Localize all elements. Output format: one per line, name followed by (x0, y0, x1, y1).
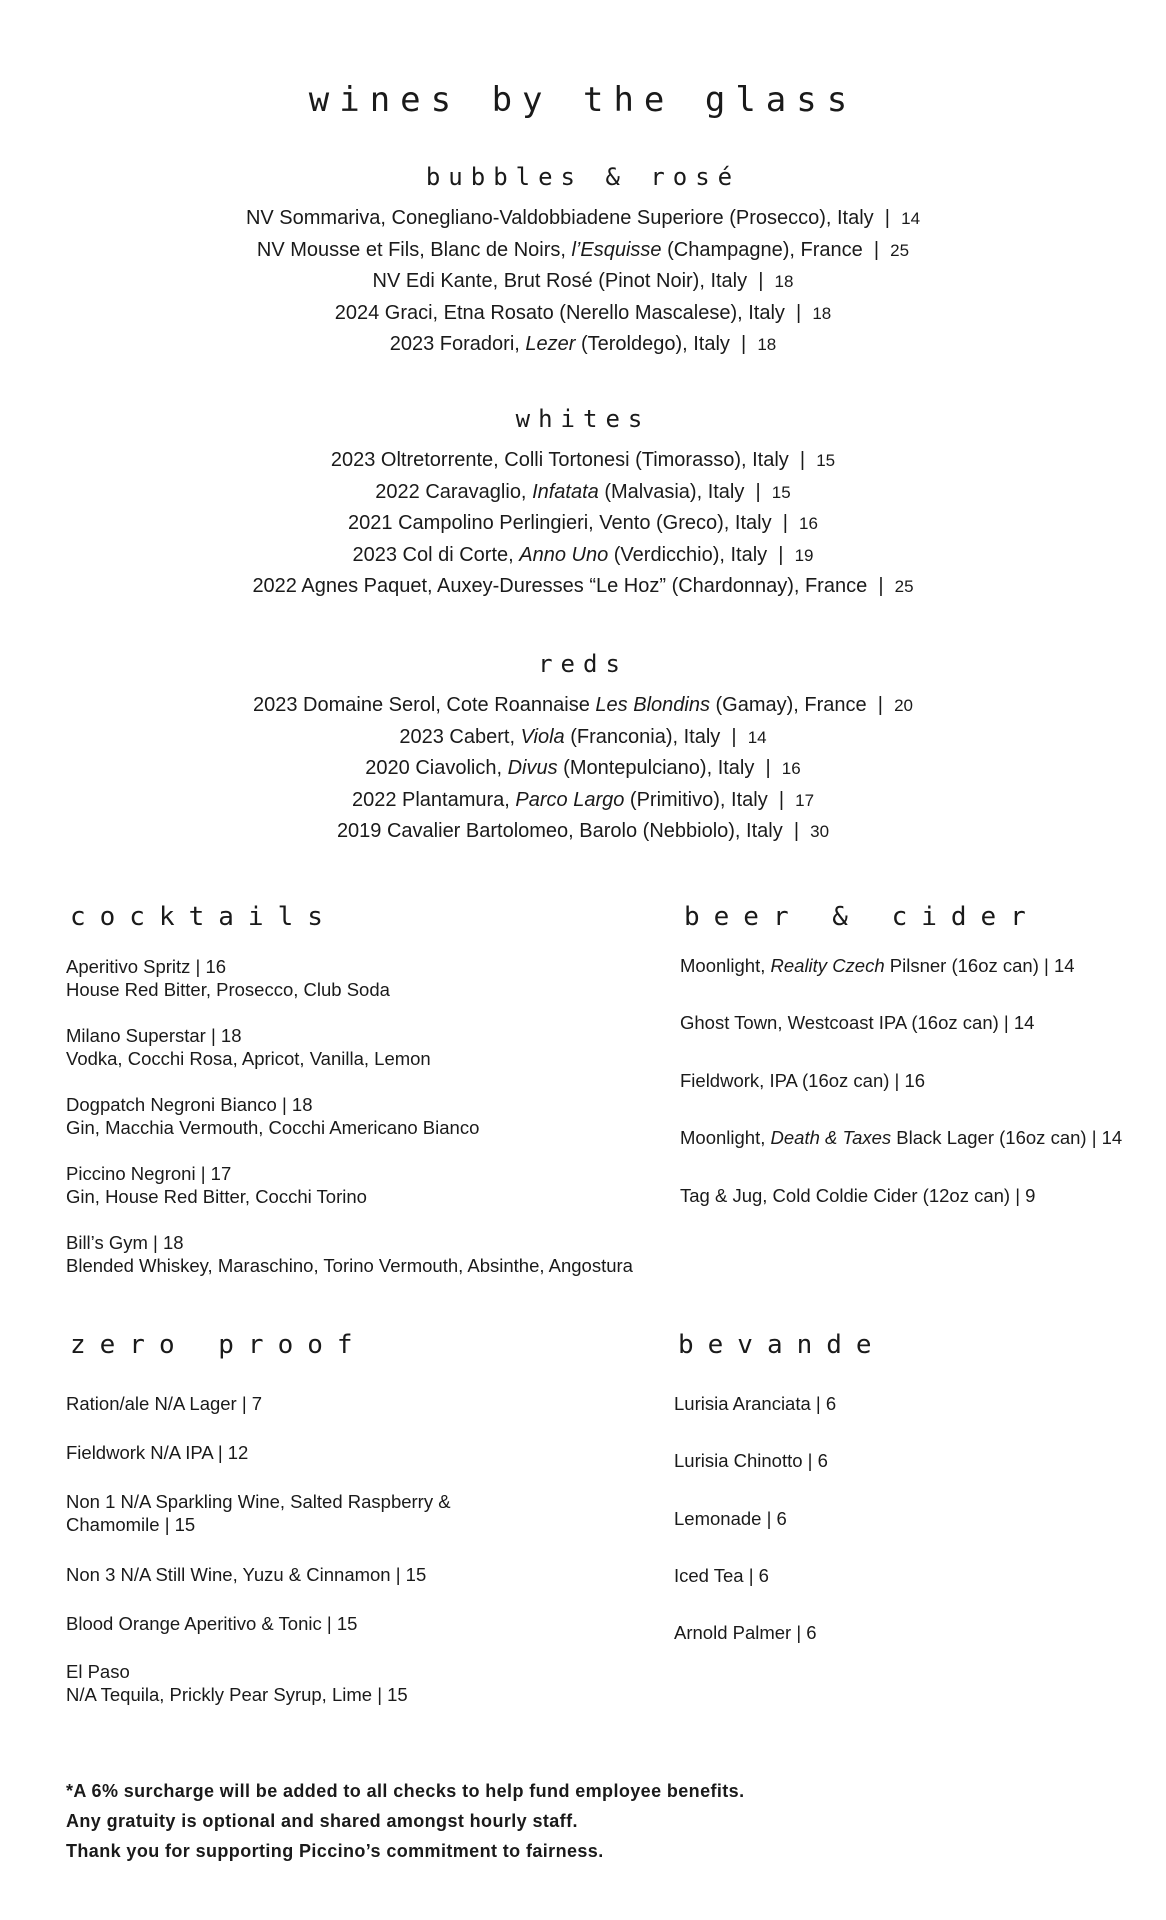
section-title-whites: whites (515, 405, 651, 433)
cocktail-item: Bill’s Gym | 18 Blended Whiskey, Maraschino, Torino Vermouth, Absinthe, Angostura (66, 1232, 633, 1276)
section-title-zero-proof: zero proof (70, 1330, 367, 1360)
zero-proof-item: Non 3 N/A Still Wine, Yuzu & Cinnamon | 15 (66, 1564, 427, 1585)
wine-item: NV Sommariva, Conegliano-Valdobbiadene Superiore (Prosecco), Italy | 14 (245, 207, 921, 229)
footer-line: Any gratuity is optional and shared amongst hourly staff. (66, 1811, 578, 1831)
wine-item: 2019 Cavalier Bartolomeo, Barolo (Nebbiolo), Italy | 30 (336, 820, 830, 842)
wine-item: 2023 Domaine Serol, Cote Roannaise Les Blondins (Gamay), France | 20 (252, 694, 913, 716)
bevande-item: Lurisia Chinotto | 6 (674, 1450, 828, 1471)
cocktail-item: Dogpatch Negroni Bianco | 18 Gin, Macchia Vermouth, Cocchi Americano Bianco (66, 1094, 480, 1138)
wine-item: NV Mousse et Fils, Blanc de Noirs, l’Esquisse (Champagne), France | 25 (256, 238, 910, 261)
wine-item: 2020 Ciavolich, Divus (Montepulciano), Italy | 16 (365, 757, 801, 779)
zero-proof-item: Fieldwork N/A IPA | 12 (66, 1442, 249, 1463)
surcharge-note (66, 1776, 745, 1866)
section-title-beer-cider: beer & cider (684, 902, 1040, 932)
section-title-reds: reds (538, 650, 628, 678)
beer-item: Ghost Town, Westcoast IPA (16oz can) | 14 (680, 1012, 1035, 1033)
section-title-bevande: bevande (678, 1330, 886, 1360)
section-whites (0, 405, 1166, 603)
wine-item: 2024 Graci, Etna Rosato (Nerello Mascalese), Italy | 18 (334, 301, 832, 324)
wine-item: 2022 Agnes Paquet, Auxey-Duresses “Le Hoz” (Chardonnay), France | 25 (252, 575, 914, 597)
wine-list-reds (0, 690, 1166, 848)
bevande-item: Lemonade | 6 (674, 1508, 787, 1529)
section-title-bubbles: bubbles & rosé (425, 163, 741, 191)
wine-item: 2022 Plantamura, Parco Largo (Primitivo), Italy | 17 (351, 788, 815, 811)
zero-proof-item: Non 1 N/A Sparkling Wine, Salted Raspberry & Chamomile | 15 (66, 1491, 451, 1535)
wine-list-whites (0, 445, 1166, 603)
wine-item: NV Edi Kante, Brut Rosé (Pinot Noir), Italy | 18 (372, 270, 794, 292)
zero-proof-item: Blood Orange Aperitivo & Tonic | 15 (66, 1613, 358, 1634)
page-title: wines by the glass (308, 80, 858, 120)
wine-item: 2023 Col di Corte, Anno Uno (Verdicchio), Italy | 19 (352, 543, 814, 566)
beer-item: Tag & Jug, Cold Coldie Cider (12oz can) | 9 (680, 1185, 1036, 1206)
zero-proof-item: El Paso N/A Tequila, Prickly Pear Syrup, Lime | 15 (66, 1661, 408, 1705)
wine-item: 2023 Foradori, Lezer (Teroldego), Italy | 18 (389, 333, 777, 355)
wine-item: 2023 Oltretorrente, Colli Tortonesi (Timorasso), Italy | 15 (330, 449, 836, 471)
section-title-cocktails: cocktails (70, 902, 337, 932)
wine-item: 2021 Campolino Perlingieri, Vento (Greco), Italy | 16 (348, 512, 818, 534)
beer-item: Moonlight, Death & Taxes Black Lager (16oz can) | 14 (680, 1127, 1123, 1148)
cocktail-item: Milano Superstar | 18 Vodka, Cocchi Rosa, Apricot, Vanilla, Lemon (66, 1025, 431, 1069)
bevande-item: Arnold Palmer | 6 (674, 1622, 817, 1643)
footer-line: Thank you for supporting Piccino’s commitment to fairness. (66, 1841, 604, 1861)
section-reds (0, 650, 1166, 848)
cocktail-item: Piccino Negroni | 17 Gin, House Red Bitter, Cocchi Torino (66, 1163, 367, 1207)
cocktail-item: Aperitivo Spritz | 16 House Red Bitter, Prosecco, Club Soda (66, 956, 390, 1000)
wine-item: 2023 Cabert, Viola (Franconia), Italy | 14 (399, 725, 767, 748)
zero-proof-item: Ration/ale N/A Lager | 7 (66, 1393, 263, 1414)
beer-item: Fieldwork, IPA (16oz can) | 16 (680, 1070, 926, 1091)
bevande-item: Iced Tea | 6 (674, 1565, 769, 1586)
wine-item: 2022 Caravaglio, Infatata (Malvasia), Italy | 15 (375, 480, 791, 503)
bevande-item: Lurisia Aranciata | 6 (674, 1393, 837, 1414)
footer-line: *A 6% surcharge will be added to all checks to help fund employee benefits. (66, 1781, 745, 1801)
wine-list-bubbles (0, 203, 1166, 361)
beer-item: Moonlight, Reality Czech Pilsner (16oz can) | 14 (680, 955, 1075, 976)
section-bubbles-rose (0, 163, 1166, 361)
